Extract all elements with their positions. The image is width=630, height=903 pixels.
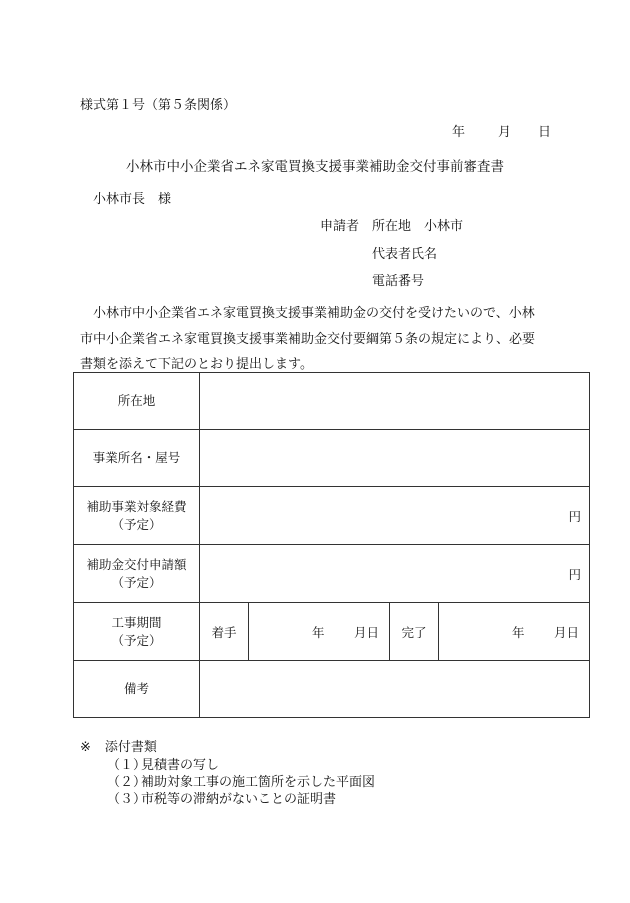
body-paragraph [80,301,560,378]
date-line [452,121,551,140]
business-name-label: 事業所名・屋号 [92,450,181,465]
attachment-item [107,788,336,807]
start-month: 月 [353,624,367,640]
start-day: 日 [366,624,379,640]
yen-unit: 円 [568,508,581,524]
application-table [73,372,590,718]
cost-label: 補助事業対象経費 [86,498,187,514]
attachment-number: （１） [107,758,147,773]
body-line: 市中小企業省エネ家電買換支援事業補助金交付要綱第５条の規定により、必要 [80,331,536,347]
document-title: 小林市中小企業省エネ家電買換支援事業補助金交付事前審査書 [126,159,504,175]
cost-input-cell[interactable] [200,487,590,545]
table-row [74,373,590,430]
table-row [74,603,590,661]
remarks-input-cell[interactable] [200,661,590,718]
date-year: 年 [452,125,466,140]
applicant-label: 申請者 [320,219,360,234]
period-label-planned: （予定） [111,632,162,648]
reference-mark: ※ [80,740,91,755]
end-label: 完了 [401,624,427,640]
remarks-label: 備考 [123,681,149,696]
attachments-heading-text: 添付書類 [104,740,157,755]
applicant-phone-label: 電話番号 [372,274,425,289]
applicant-representative-label: 代表者氏名 [372,247,438,262]
cost-label-planned: （予定） [111,516,162,532]
yen-unit: 円 [568,566,581,582]
attachment-number: （２） [107,775,147,790]
attachment-text: 補助対象工事の施工箇所を示した平面図 [141,775,376,790]
address-label-cell [74,373,200,430]
start-label-cell [200,603,249,661]
attachment-number: （３） [107,792,147,807]
remarks-label-cell [74,661,200,718]
cost-label-cell [74,487,200,545]
addressee: 小林市長 様 [93,192,172,207]
end-label-cell [390,603,439,661]
address-label: 所在地 [117,393,156,408]
amount-label-cell [74,545,200,603]
end-day: 日 [566,624,579,640]
amount-label-planned: （予定） [111,574,162,590]
end-year: 年 [511,624,525,640]
body-line: 書類を添えて下記のとおり提出します。 [80,357,313,372]
form-number: 様式第１号（第５条関係） [80,98,237,113]
applicant-address-label: 所在地 [372,219,412,234]
table-row [74,661,590,718]
business-name-label-cell [74,430,200,487]
date-month: 月 [498,125,512,140]
applicant-address-row [320,215,463,234]
table-row [74,430,590,487]
end-date-cell[interactable] [439,603,590,661]
start-year: 年 [311,624,325,640]
amount-label: 補助金交付申請額 [86,556,187,572]
attachment-text: 市税等の滞納がないことの証明書 [141,792,337,807]
attachment-text: 見積書の写し [141,758,220,773]
amount-input-cell[interactable] [200,545,590,603]
start-date-cell[interactable] [249,603,390,661]
end-month: 月 [553,624,567,640]
table-row [74,545,590,603]
business-name-input-cell[interactable] [200,430,590,487]
start-label: 着手 [211,624,237,640]
address-input-cell[interactable] [200,373,590,430]
body-line: 小林市中小企業省エネ家電買換支援事業補助金の交付を受けたいので、小林 [93,306,535,321]
applicant-address-value: 小林市 [424,219,464,234]
period-label: 工事期間 [111,614,162,630]
table-row [74,487,590,545]
period-label-cell [74,603,200,661]
attachments-heading [80,736,157,755]
date-day: 日 [538,125,552,140]
